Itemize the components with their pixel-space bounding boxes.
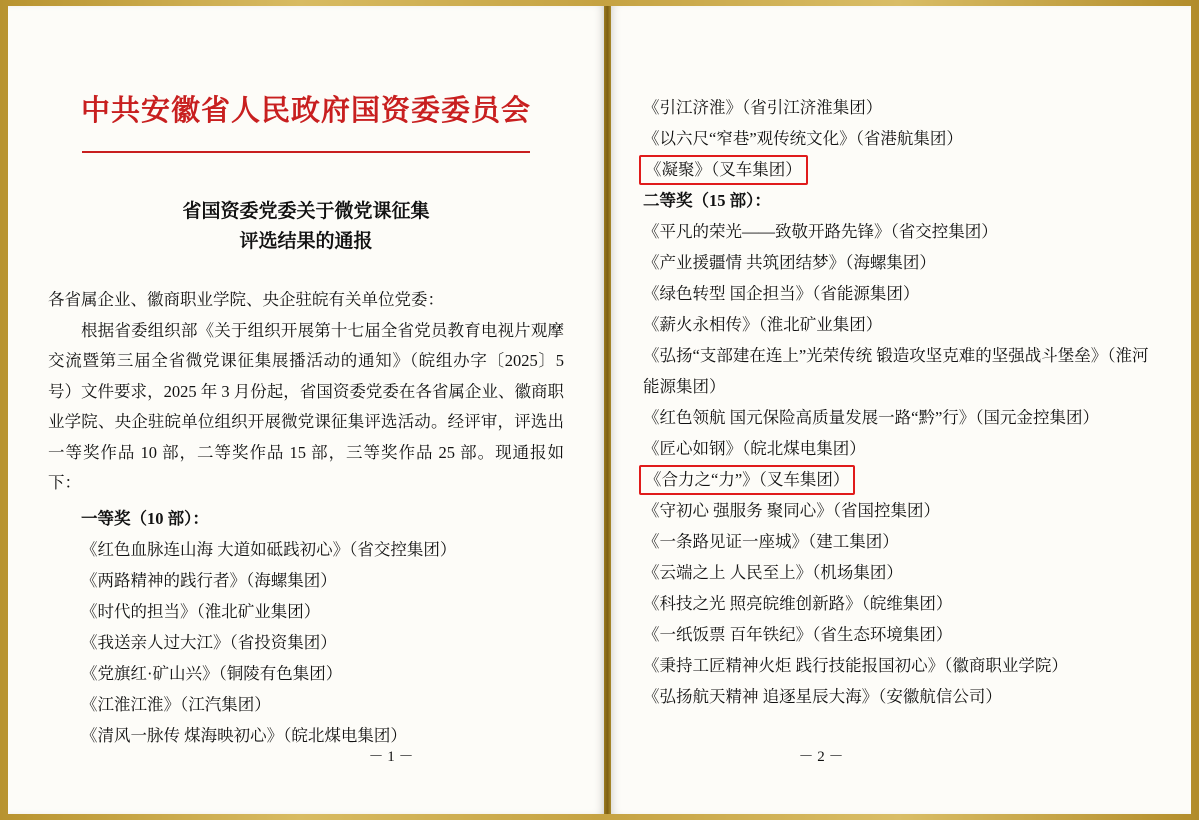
- list-item: 《江淮江淮》（江汽集团）: [81, 694, 271, 714]
- list-item: [635, 216, 1161, 247]
- document-title: [48, 197, 564, 257]
- list-item-text: 《秉持工匠精神火炬 践行技能报国初心》（徽商职业学院）: [643, 656, 1068, 675]
- document-title-line-1: 省国资委党委关于微党课征集: [182, 201, 430, 222]
- list-item-text: 《一条路见证一座城》（建工集团）: [643, 532, 899, 551]
- list-item: 《时代的担当》（淮北矿业集团）: [81, 601, 321, 621]
- list-item: [635, 650, 1161, 681]
- list-item-text: 《引江济淮》（省引江济淮集团）: [643, 98, 883, 117]
- list-item-text: 《守初心 强服务 聚同心》（省国控集团）: [643, 501, 940, 520]
- page-number-right: － 2 －: [798, 749, 844, 765]
- list-item-text: 《产业援疆情 共筑团结梦》（海螺集团）: [643, 253, 936, 272]
- second-prize-list: [635, 216, 1161, 712]
- list-item-text: 《弘扬航天精神 追逐星辰大海》（安徽航信公司）: [643, 687, 1002, 706]
- document-page-right: [611, 6, 1191, 814]
- list-item: [635, 526, 1161, 557]
- list-item: 《两路精神的践行者》（海螺集团）: [81, 570, 337, 590]
- highlight-box: 《合力之“力”》（叉车集团）: [639, 465, 855, 495]
- first-prize-heading: 一等奖（10 部）：: [81, 508, 209, 528]
- list-item: [635, 557, 1161, 588]
- list-item-text: 《科技之光 照亮皖维创新路》（皖维集团）: [643, 594, 953, 613]
- second-prize-heading: 二等奖（15 部）：: [643, 191, 771, 210]
- highlight-box: 《凝聚》（叉车集团）: [639, 155, 808, 185]
- list-item-highlighted: [635, 464, 1161, 495]
- first-prize-list: [48, 534, 564, 751]
- list-item-text: 《薪火永相传》（淮北矿业集团）: [643, 315, 883, 334]
- list-item: 《党旗红·矿山兴》（铜陵有色集团）: [81, 663, 343, 683]
- list-item: [635, 340, 1161, 402]
- document-page-left: [8, 6, 604, 814]
- issuing-organization-title: 中共安徽省人民政府国资委委员会: [80, 95, 531, 127]
- list-item: [635, 92, 1161, 123]
- first-prize-continued-list: [635, 92, 1161, 185]
- list-item: [635, 619, 1161, 650]
- list-item: [635, 278, 1161, 309]
- list-item-text: 《云端之上 人民至上》（机场集团）: [643, 563, 903, 582]
- list-item-text: 《一纸饭票 百年铁纪》（省生态环境集团）: [643, 625, 953, 644]
- list-item: [635, 433, 1161, 464]
- masthead-divider: [82, 151, 530, 153]
- salutation: 各省属企业、徽商职业学院、央企驻皖有关单位党委：: [48, 290, 444, 309]
- list-item: [635, 681, 1161, 712]
- list-item: [635, 247, 1161, 278]
- list-item-highlighted: [635, 154, 1161, 185]
- list-item: [635, 402, 1161, 433]
- list-item-text: 《红色领航 国元保险高质量发展一路“黔”行》（国元金控集团）: [643, 408, 1100, 427]
- list-item-text: 《平凡的荣光——致敬开路先锋》（省交控集团）: [643, 222, 998, 241]
- body-paragraph: 根据省委组织部《关于组织开展第十七届全省党员教育电视片观摩交流暨第三届全省微党课征集展播活动的通知》（皖组办字〔2025〕5 号）文件要求，2025 年 3 月份起，省国资委党委在各省属企业、徽商职业学院、央企驻皖单位组织开展微党课征集评选活动。经评审，评选出一等奖作品 10 部，二等奖作品 15 部，三等奖作品 25 部。现通报如下：: [48, 320, 564, 492]
- page-number-left: － 1 －: [368, 749, 414, 765]
- list-item: 《清风一脉传 煤海映初心》（皖北煤电集团）: [81, 725, 407, 745]
- list-item-text: 《以六尺“窄巷”观传统文化》（省港航集团）: [643, 129, 963, 148]
- list-item-text: 《匠心如钢》（皖北煤电集团）: [643, 439, 866, 458]
- document-title-line-2: 评选结果的通报: [239, 231, 373, 252]
- list-item: 《红色血脉连山海 大道如砥践初心》（省交控集团）: [81, 539, 457, 559]
- list-item-text: 《弘扬“支部建在连上”光荣传统 锻造攻坚克难的坚强战斗堡垒》（淮河能源集团）: [643, 346, 1149, 396]
- list-item: [635, 588, 1161, 619]
- list-item-text: 《绿色转型 国企担当》（省能源集团）: [643, 284, 920, 303]
- list-item: 《我送亲人过大江》（省投资集团）: [81, 632, 337, 652]
- masthead: [48, 88, 564, 153]
- list-item: [635, 495, 1161, 526]
- list-item: [635, 309, 1161, 340]
- book-gutter: [604, 6, 611, 814]
- list-item: [635, 123, 1161, 154]
